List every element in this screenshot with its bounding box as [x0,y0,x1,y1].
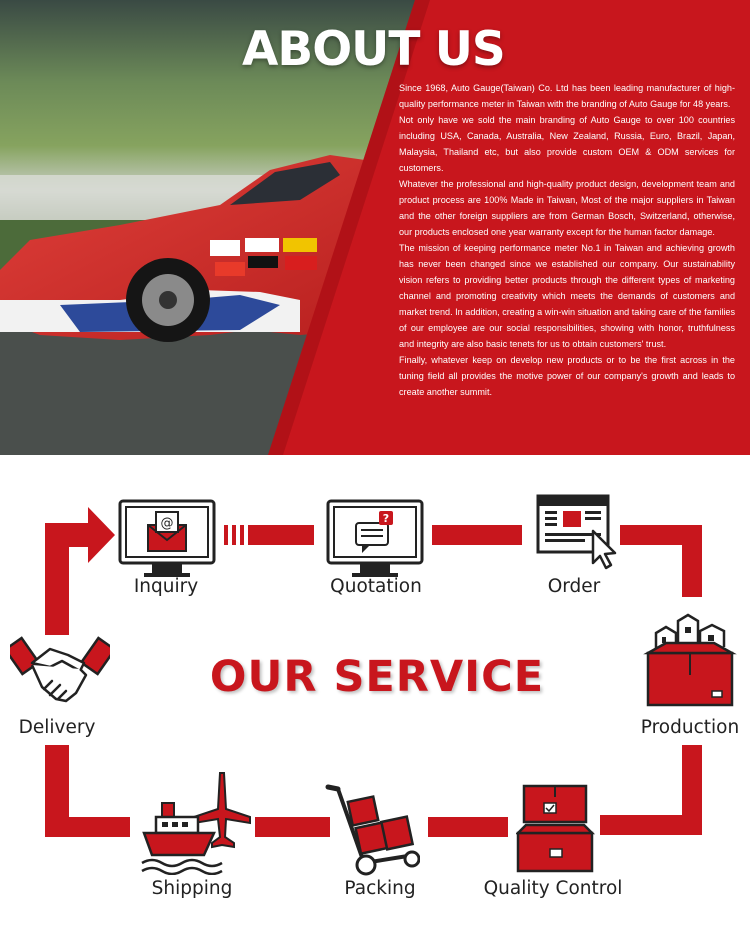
step-label-quality-control: Quality Control [483,878,623,899]
service-title: OUR SERVICE [209,652,545,702]
about-banner [0,0,750,455]
qc-boxes-icon [516,783,596,873]
monitor-mail-icon [118,499,216,581]
about-paragraph: Since 1968, Auto Gauge(Taiwan) Co. Ltd has been leading manufacturer of high-quality performance meter in Taiwan with the branding of Auto Gauge for 48 years. [399,83,735,109]
step-label-production: Production [640,717,740,738]
step-label-inquiry: Inquiry [133,576,199,597]
step-label-order: Order [547,576,601,597]
svg-text:@: @ [160,516,174,531]
about-paragraph: Finally, whatever keep on develop new products or to be the first across in the tuning field all provides the motive power of our company's growth and leads to create another summit. [399,355,735,397]
step-label-shipping: Shipping [151,878,233,899]
svg-text:?: ? [382,512,390,525]
service-section [0,455,750,941]
handshake-icon [10,631,110,711]
step-label-delivery: Delivery [18,717,96,738]
about-paragraph: Not only have we sold the main branding of Auto Gauge to over 100 countries including USA, Canada, Australia, New Zealand, Russia, Euro, Brazil, Japan, Malaysia, Thailand etc, but also provide custom OEM & ODM services for customers. [399,115,735,173]
web-order-icon [535,493,625,571]
about-paragraph: The mission of keeping performance meter No.1 in Taiwan and achieving growth has never been changed since we established our company. Our sustainability vision refers to providing better products through the different types of marketing channel and promoting creativity which meets the demands of customers and market trend. In addition, creating a win-win situation and taking care of the families of our employee are our social responsibilities, showing with honor, truthfulness and integrity are also basic tenets for us to obtain customers' trust. [399,243,735,349]
about-title: ABOUT US [242,22,505,77]
ship-plane-icon [140,771,256,875]
hand-truck-icon [322,781,420,877]
step-label-quotation: Quotation [330,576,422,597]
about-paragraph: Whatever the professional and high-quality product design, development team and product process are 100% Made in Taiwan, Most of the major suppliers in Taiwan and the other foreign suppliers are from German Bosch, Switzerland, otherwise, our products enclosed one year warranty except for the human factor damage. [399,179,735,237]
monitor-message-icon [326,499,424,581]
step-label-packing: Packing [344,878,416,899]
about-body [399,80,735,400]
factory-box-icon [642,613,738,709]
